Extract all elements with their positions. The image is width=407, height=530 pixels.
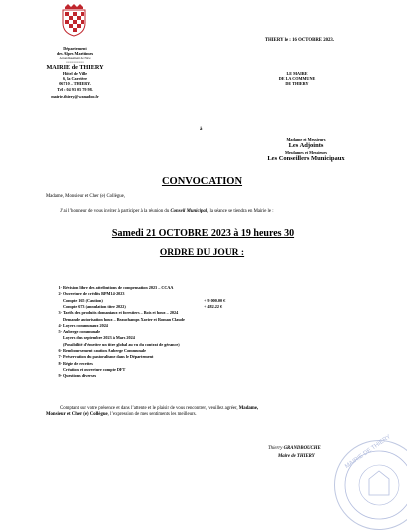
department-label: Département xyxy=(63,46,87,51)
to-label: à xyxy=(200,127,203,132)
official-stamp xyxy=(334,434,407,530)
mairie-title: MAIRIE de THIERY xyxy=(46,64,104,71)
agenda-item-8: 8- Régie de recettes xyxy=(58,360,93,366)
agenda-item-7: 7- Préservation du pastoralisme dans le Département xyxy=(58,354,154,360)
document-date: THIERY le : 16 OCTOBRE 2023. xyxy=(264,38,334,43)
recipient-line-4: Les Conseillers Municipaux xyxy=(267,154,345,162)
agenda-item-9: 9- Questions diverses xyxy=(58,373,97,379)
address-line-1: Hôtel de Ville xyxy=(62,71,88,76)
agenda-item-4: 4- Loyers communaux 2024 xyxy=(58,322,108,328)
signature-name: Thierry GRANDBOUCHE xyxy=(268,446,321,451)
recipient-line-3: Mesdames et Messieurs xyxy=(284,149,328,155)
meeting-date: Samedi 21 OCTOBRE 2023 à 19 heures 30 xyxy=(111,228,295,239)
salutation: Madame, Monsieur et Cher (e) Collègue, xyxy=(46,194,125,199)
agenda-item-5b: (Possibilité d’émettre un titre global au vu du contrat de gérance) xyxy=(63,341,180,347)
stamp-text: MAIRIE DE THIERY xyxy=(344,434,392,470)
agenda-list xyxy=(50,285,350,395)
separator-line: ========== xyxy=(66,60,84,65)
amount-caution: + 9 000.00 € xyxy=(204,297,226,303)
recipient-line-2: Les Adjoints xyxy=(288,142,324,150)
email-address[interactable]: mairie.thiery@wanadoo.fr xyxy=(51,93,99,99)
agenda-item-6: 6- Remboursement caution Auberge Communale xyxy=(58,348,146,353)
agenda-item-5: 5- Auberge communale xyxy=(58,329,101,335)
department-name: des Alpes Maritimes xyxy=(56,51,94,57)
arrondissement-label: Arrondissement de Nice xyxy=(59,56,91,61)
agenda-item-2b: Compte 673 (annulation titre 2022) + 482.22 € xyxy=(63,303,223,309)
address-line-2: 6, la Carrière xyxy=(63,76,87,82)
agenda-item-3: 3- Tarifs des produits domaniaux et forestiers – Bois et houx – 2024 xyxy=(58,310,179,316)
agenda-item-8a: Création et ouverture compte DFT xyxy=(63,366,126,372)
recipient-line-1: Madame et Messieurs xyxy=(286,137,326,142)
convocation-title: CONVOCATION xyxy=(161,176,243,187)
agenda-item-2a: Compte 165 (Caution) + 9 000.00 € xyxy=(63,297,226,303)
signature-role: Maire de THIERY xyxy=(278,454,315,459)
agenda-title: ORDRE DU JOUR : xyxy=(159,248,245,258)
agenda-item-1: 1- Révision libre des attributions de compensation 2023 – CCAA xyxy=(58,285,174,290)
agenda-item-5a: Loyers dus septembre 2023 à Mars 2024 xyxy=(63,335,135,341)
address-line-3: 06710 – THIERY. xyxy=(59,81,91,87)
closing-paragraph: Comptant sur votre présence et dans l’attente et le plaisir de vous rencontrer, veuillez agréer, Madame, Monsieur et Cher (e) Collègue, l’expression de mes sentiments les meilleurs. xyxy=(46,406,259,417)
amount-annulation: + 482.22 € xyxy=(204,303,223,309)
phone-line: Tél : 04 93 05 79 98. xyxy=(57,86,93,92)
agenda-item-2: 2- Ouverture de crédits BPM14-2023 xyxy=(58,291,125,297)
sender-line-3: DE THIERY xyxy=(285,81,309,87)
sender-line-1: LE MAIRE xyxy=(286,71,308,76)
coat-of-arms-logo xyxy=(60,3,88,37)
sender-line-2: DE LA COMMUNE xyxy=(278,76,316,82)
intro-paragraph: J’ai l’honneur de vous inviter à participer à la réunion du Conseil Municipal, la séance se tiendra en Mairie le : xyxy=(60,209,274,214)
agenda-item-3a: Demande autorisation houx – Beauchamps Xavier et Roman Claude xyxy=(63,316,185,322)
